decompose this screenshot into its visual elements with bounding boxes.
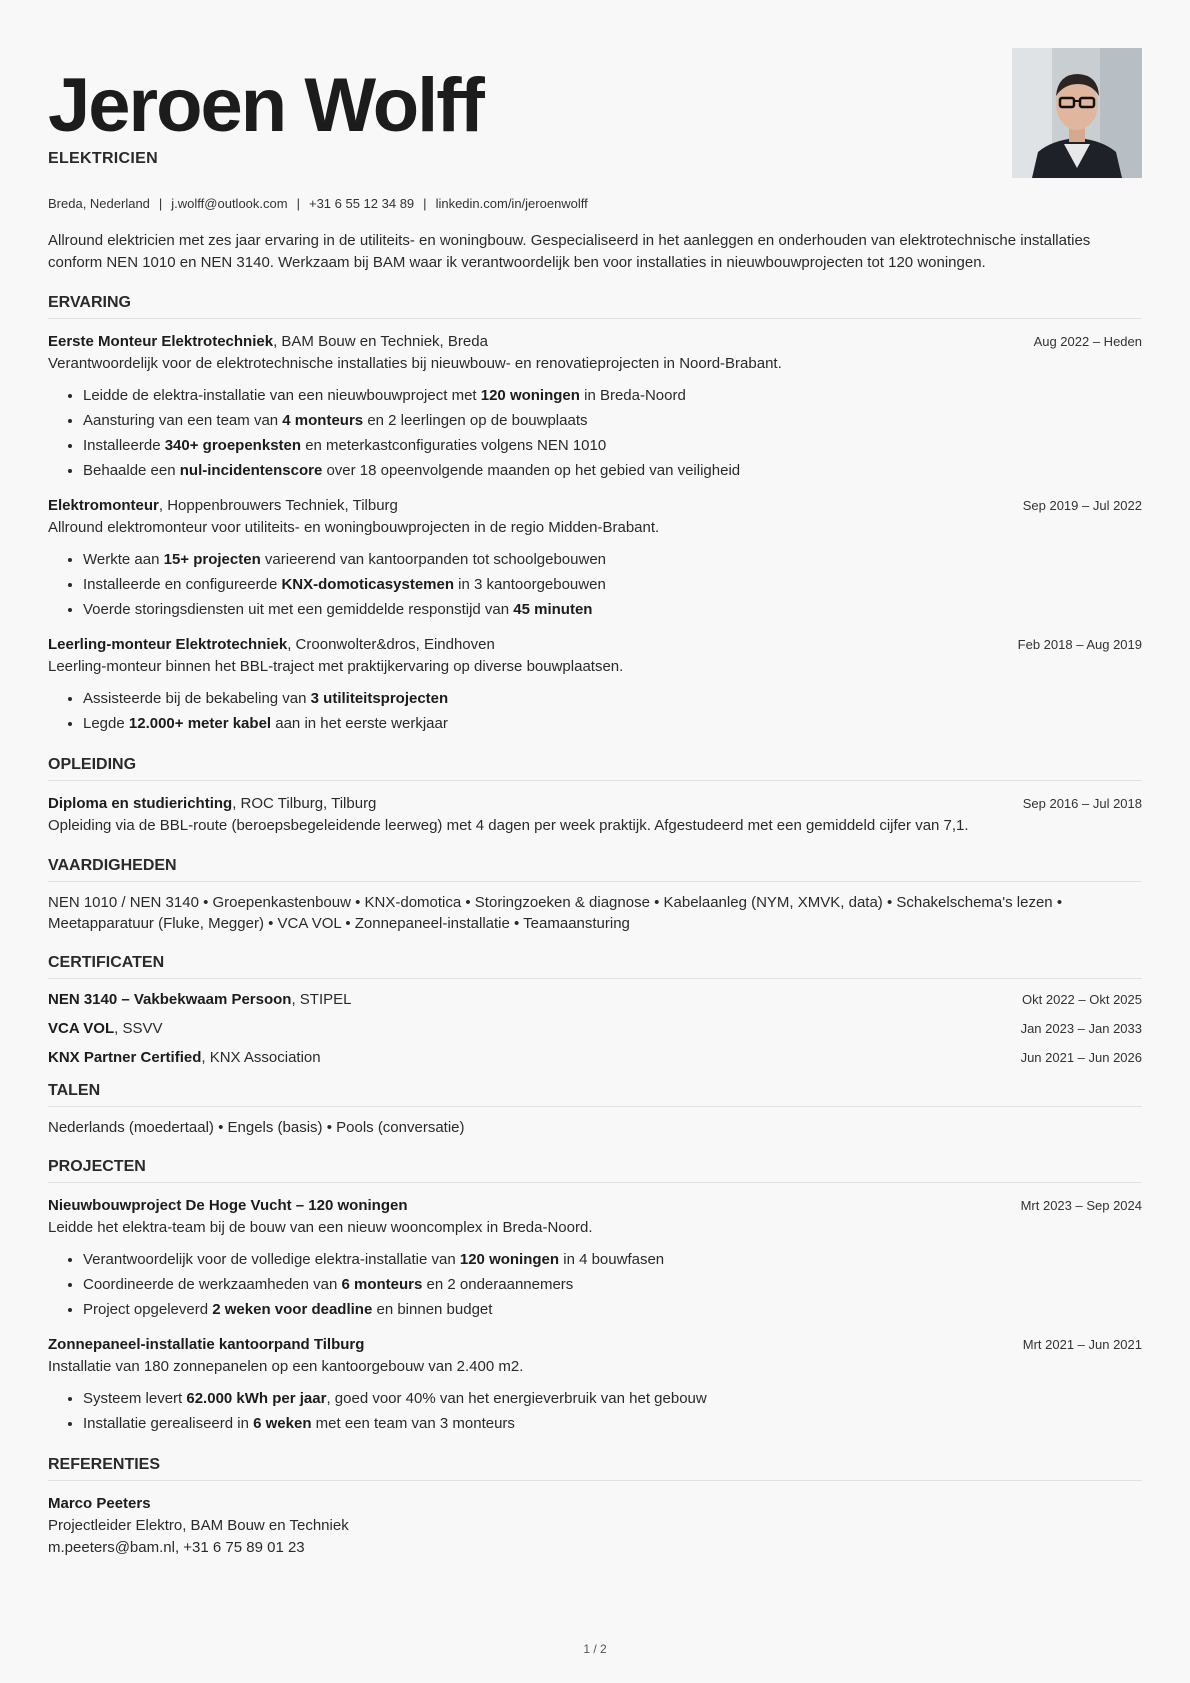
bullet-item (83, 1247, 1142, 1272)
certificate-title: KNX Partner Certified (48, 1049, 202, 1066)
entry-header (48, 495, 1142, 517)
section-title: CERTIFICATEN (48, 954, 1142, 979)
bullet-text: en meterkastconfiguraties volgens NEN 1010 (301, 437, 607, 454)
entry-title: Eerste Monteur Elektrotechniek (48, 333, 274, 350)
certificate-date: Jan 2023 – Jan 2033 (1020, 1021, 1142, 1036)
project-entry (48, 1195, 1142, 1322)
bullet-item (83, 686, 1142, 711)
experience-entry (48, 331, 1142, 483)
bullet-highlight: 6 monteurs (341, 1276, 423, 1293)
bullet-item (83, 1386, 1142, 1411)
bullet-highlight: 3 utiliteitsprojecten (310, 690, 449, 707)
bullet-highlight: 45 minuten (513, 601, 593, 618)
resume-page (48, 48, 1142, 1559)
bullet-text: Leidde de elektra-installatie van een nieuwbouwproject met (83, 387, 481, 404)
section-title: REFERENTIES (48, 1456, 1142, 1481)
bullet-text: Assisteerde bij de bekabeling van (83, 690, 311, 707)
bullet-item (83, 1411, 1142, 1436)
bullet-text: Project opgeleverd (83, 1301, 213, 1318)
bullet-list (48, 686, 1142, 736)
bullet-item (83, 711, 1142, 736)
candidate-name: Jeroen Wolff (48, 63, 483, 148)
entry-org: , Croonwolter&dros, Eindhoven (287, 636, 495, 653)
experience-section (48, 294, 1142, 736)
entry-description: Installatie van 180 zonnepanelen op een kantoorgebouw van 2.400 m2. (48, 1358, 524, 1375)
languages-section (48, 1082, 1142, 1138)
bullet-text: en 2 onderaannemers (422, 1276, 574, 1293)
certificate-row (48, 1043, 1142, 1072)
certificate-row (48, 1014, 1142, 1043)
bullet-text: Coordineerde de werkzaamheden van (83, 1276, 342, 1293)
reference-entry (48, 1493, 1142, 1559)
entry-date: Feb 2018 – Aug 2019 (1017, 637, 1142, 652)
bullet-item (83, 597, 1142, 622)
bullet-highlight: 4 monteurs (282, 412, 364, 429)
entry-title: Nieuwbouwproject De Hoge Vucht – 120 woningen (48, 1197, 408, 1214)
bullet-highlight: KNX-domoticasystemen (281, 576, 455, 593)
entry-header (48, 1195, 1142, 1217)
project-entry (48, 1334, 1142, 1436)
bullet-text: Installatie gerealiseerd in (83, 1415, 254, 1432)
certificate-date: Jun 2021 – Jun 2026 (1020, 1050, 1142, 1065)
entry-org: , ROC Tilburg, Tilburg (232, 795, 377, 812)
certificate-title: VCA VOL (48, 1020, 115, 1037)
candidate-role: ELEKTRICIEN (48, 150, 158, 167)
bullet-text: Aansturing van een team van (83, 412, 283, 429)
separator: | (158, 196, 163, 211)
bullet-item (83, 572, 1142, 597)
bullet-text: Voerde storingsdiensten uit met een gemiddelde responstijd van (83, 601, 514, 618)
entry-description: Allround elektromonteur voor utiliteits- en woningbouwprojecten in de regio Midden-Brabant. (48, 519, 660, 536)
bullet-text: Werkte aan (83, 551, 164, 568)
entry-date: Mrt 2021 – Jun 2021 (1022, 1337, 1142, 1352)
references-section (48, 1456, 1142, 1559)
section-title: PROJECTEN (48, 1158, 1142, 1183)
bullet-text: Installeerde (83, 437, 165, 454)
bullet-highlight: 120 woningen (480, 387, 580, 404)
bullet-list (48, 383, 1142, 483)
bullet-highlight: 2 weken voor deadline (212, 1301, 373, 1318)
section-title: TALEN (48, 1082, 1142, 1107)
bullet-list (48, 1386, 1142, 1436)
separator: | (296, 196, 300, 211)
experience-entry (48, 495, 1142, 622)
certificates-section (48, 954, 1142, 1072)
section-title: VAARDIGHEDEN (48, 857, 1142, 882)
bullet-text: in 3 kantoorgebouwen (454, 576, 606, 593)
skills-section (48, 857, 1142, 934)
bullet-item (83, 1297, 1142, 1322)
bullet-highlight: 340+ groepenksten (164, 437, 302, 454)
entry-title: Leerling-monteur Elektrotechniek (48, 636, 288, 653)
page-number: 1 / 2 (583, 1642, 607, 1656)
bullet-list (48, 1247, 1142, 1322)
certificate-title: NEN 3140 – Vakbekwaam Persoon (48, 991, 292, 1008)
entry-description: Opleiding via de BBL-route (beroepsbegeleidende leerweg) met 4 dagen per week praktijk. Afgestudeerd met een gemiddeld cijfer van 7,1. (48, 817, 969, 834)
skills-list: NEN 1010 / NEN 3140 • Groepenkastenbouw • KNX-domotica • Storingzoeken & diagnose • Kabelaanleg (NYM, XMVK, data) • Schakelschema's lezen • Meetapparatuur (Fluke, Megger) • VCA VOL • Zonnepaneel-installatie • Teamaansturing (48, 894, 1063, 932)
entry-description: Leidde het elektra-team bij de bouw van een nieuw wooncomplex in Breda-Noord. (48, 1219, 593, 1236)
entry-header (48, 331, 1142, 353)
bullet-text: met een team van 3 monteurs (311, 1415, 515, 1432)
contact-line (48, 196, 1142, 211)
bullet-text: Verantwoordelijk voor de volledige elektra-installatie van (83, 1251, 460, 1268)
entry-org: , Hoppenbrouwers Techniek, Tilburg (158, 497, 398, 514)
bullet-text: Installeerde en configureerde (83, 576, 282, 593)
bullet-item (83, 458, 1142, 483)
bullet-text: , goed voor 40% van het energieverbruik van het gebouw (326, 1390, 707, 1407)
email-link[interactable]: j.wolff@outlook.com (171, 196, 288, 211)
entry-description: Leerling-monteur binnen het BBL-traject met praktijkervaring op diverse bouwplaatsen. (48, 658, 624, 675)
certificate-date: Okt 2022 – Okt 2025 (1022, 992, 1142, 1007)
certificate-issuer: , STIPEL (291, 991, 352, 1008)
profile-summary: Allround elektricien met zes jaar ervaring in de utiliteits- en woningbouw. Gespecialiseerd in het aanleggen en onderhouden van elektrotechnische installaties conform NEN 1010 en NEN 3140. Werkzaam bij BAM waar ik verantwoordelijk ben voor installaties in nieuwbouwprojecten tot 120 woningen. (48, 232, 1091, 271)
profile-photo (1012, 48, 1142, 178)
linkedin-link[interactable]: linkedin.com/in/jeroenwolff (435, 196, 588, 211)
bullet-text: Behaalde een (83, 462, 180, 479)
bullet-highlight: 15+ projecten (163, 551, 261, 568)
reference-role: Projectleider Elektro, BAM Bouw en Techniek (48, 1517, 349, 1534)
separator: | (423, 196, 427, 211)
reference-contact[interactable]: m.peeters@bam.nl, +31 6 75 89 01 23 (48, 1539, 305, 1556)
bullet-item (83, 1272, 1142, 1297)
bullet-highlight: 6 weken (253, 1415, 312, 1432)
bullet-item (83, 547, 1142, 572)
entry-description: Verantwoordelijk voor de elektrotechnische installaties bij nieuwbouw- en renovatieprojecten in Noord-Brabant. (48, 355, 782, 372)
bullet-item (83, 383, 1142, 408)
section-title: ERVARING (48, 294, 1142, 319)
entry-title: Elektromonteur (48, 497, 159, 514)
certificate-row (48, 985, 1142, 1014)
bullet-highlight: 120 woningen (459, 1251, 560, 1268)
phone-number[interactable]: +31 6 55 12 34 89 (308, 196, 415, 211)
bullet-text: varieerend van kantoorpanden tot schoolgebouwen (260, 551, 606, 568)
education-section (48, 756, 1142, 837)
bullet-item (83, 433, 1142, 458)
entry-header (48, 1334, 1142, 1356)
certificate-issuer: , KNX Association (201, 1049, 321, 1066)
location: Breda, Nederland (48, 196, 150, 211)
bullet-highlight: nul-incidentenscore (179, 462, 323, 479)
entry-date: Aug 2022 – Heden (1033, 334, 1142, 349)
bullet-text: over 18 opeenvolgende maanden op het gebied van veiligheid (322, 462, 741, 479)
languages-list: Nederlands (moedertaal) • Engels (basis) • Pools (conversatie) (48, 1119, 465, 1136)
bullet-text: in Breda-Noord (579, 387, 686, 404)
education-entry (48, 793, 1142, 837)
experience-entry (48, 634, 1142, 736)
entry-org: , BAM Bouw en Techniek, Breda (273, 333, 488, 350)
entry-date: Mrt 2023 – Sep 2024 (1020, 1198, 1142, 1213)
entry-date: Sep 2019 – Jul 2022 (1022, 498, 1142, 513)
bullet-item (83, 408, 1142, 433)
projects-section (48, 1158, 1142, 1436)
bullet-list (48, 547, 1142, 622)
entry-title: Diploma en studierichting (48, 795, 233, 812)
reference-name: Marco Peeters (48, 1495, 151, 1512)
certificate-issuer: , SSVV (114, 1020, 163, 1037)
bullet-text: en binnen budget (372, 1301, 493, 1318)
bullet-text: in 4 bouwfasen (559, 1251, 665, 1268)
bullet-text: Systeem levert (83, 1390, 187, 1407)
entry-header (48, 634, 1142, 656)
entry-date: Sep 2016 – Jul 2018 (1022, 796, 1142, 811)
bullet-text: en 2 leerlingen op de bouwplaats (363, 412, 588, 429)
bullet-text: aan in het eerste werkjaar (271, 715, 448, 732)
bullet-text: Legde (83, 715, 129, 732)
bullet-highlight: 62.000 kWh per jaar (186, 1390, 327, 1407)
bullet-highlight: 12.000+ meter kabel (128, 715, 272, 732)
section-title: OPLEIDING (48, 756, 1142, 781)
entry-title: Zonnepaneel-installatie kantoorpand Tilburg (48, 1336, 365, 1353)
